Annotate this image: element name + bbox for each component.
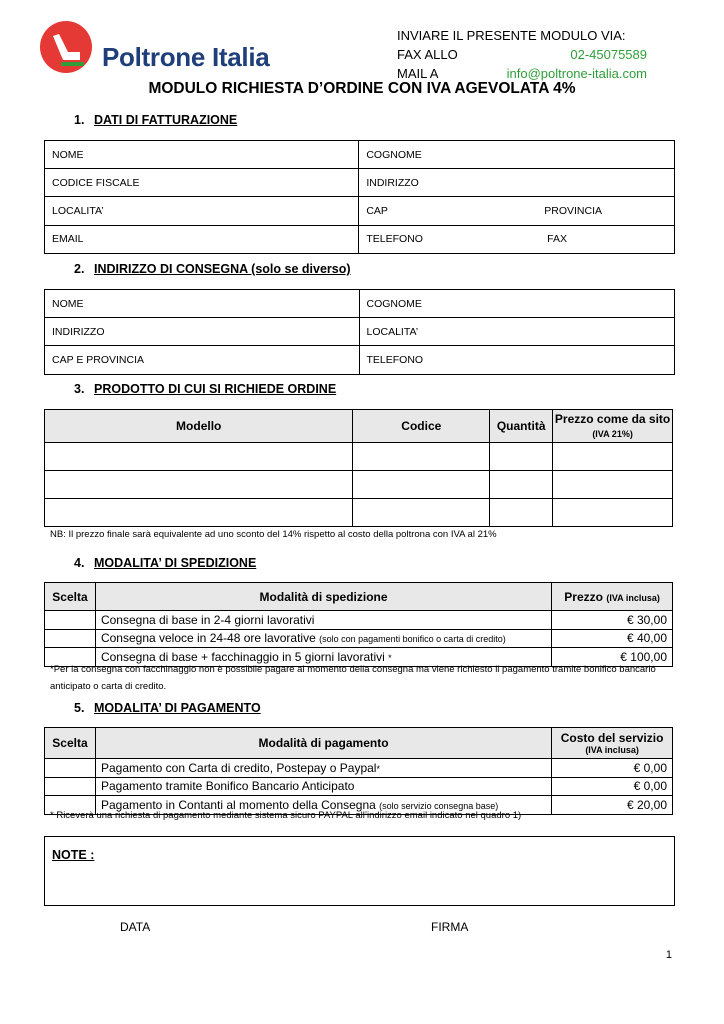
modello-cell[interactable] — [45, 499, 353, 527]
section4-label: MODALITA’ DI SPEDIZIONE — [94, 556, 257, 570]
section1-number: 1. — [74, 113, 85, 127]
col-modello: Modello — [45, 410, 353, 443]
notes-box[interactable] — [44, 836, 675, 906]
field-label: EMAIL — [52, 233, 84, 246]
codice-cell[interactable] — [353, 471, 490, 499]
codice-cell[interactable] — [353, 499, 490, 527]
section5-label: MODALITA’ DI PAGAMENTO — [94, 701, 261, 715]
choice-cell[interactable] — [45, 777, 96, 796]
shipping-note: *Per la consegna con facchinaggio non è possibile pagare al momento della consegna ma viene richiesto il pagamento tramite bonifico bancario anticipato o carta di credito. — [50, 664, 656, 692]
choice-cell[interactable] — [45, 629, 96, 648]
option-note: * — [376, 763, 380, 774]
delivery-cap-provincia-field[interactable] — [45, 346, 360, 374]
quantita-cell[interactable] — [490, 499, 553, 527]
modello-cell[interactable] — [45, 471, 353, 499]
option-note: * — [388, 652, 392, 663]
choice-cell[interactable] — [45, 759, 96, 778]
field-label: INDIRIZZO — [52, 325, 105, 338]
field-label: COGNOME — [366, 148, 422, 161]
option-note: (solo con pagamenti bonifico o carta di credito) — [319, 634, 506, 645]
billing-localita-field[interactable] — [45, 197, 359, 225]
payment-option-row — [45, 759, 673, 778]
field-label: TELEFONO — [366, 233, 423, 246]
shipping-option-row — [45, 611, 673, 630]
col-codice: Codice — [353, 410, 490, 443]
col-modalita: Modalità di pagamento — [95, 728, 551, 759]
delivery-indirizzo-field[interactable] — [45, 318, 360, 346]
payment-option-row — [45, 777, 673, 796]
field-label: CAP — [366, 204, 388, 217]
option-price: € 0,00 — [552, 777, 673, 796]
col-costo — [552, 728, 673, 759]
section3-number: 3. — [74, 382, 85, 396]
delivery-telefono-field[interactable] — [359, 346, 675, 374]
section1-label: DATI DI FATTURAZIONE — [94, 113, 238, 127]
contact-heading: INVIARE IL PRESENTE MODULO VIA: — [397, 28, 626, 43]
delivery-cognome-field[interactable] — [359, 290, 675, 318]
option-price: € 0,00 — [552, 759, 673, 778]
billing-table — [44, 140, 675, 254]
section1-title — [74, 113, 237, 127]
shipping-table — [44, 582, 673, 667]
field-label: LOCALITA’ — [52, 204, 104, 217]
table-row — [45, 443, 673, 471]
col-quantita: Quantità — [490, 410, 553, 443]
section2-title — [74, 262, 351, 276]
shipping-option — [95, 629, 551, 648]
armchair-logo-icon — [40, 20, 96, 76]
col-modalita: Modalità di spedizione — [95, 583, 551, 611]
section3-title — [74, 382, 336, 396]
mail-value[interactable]: info@poltrone-italia.com — [506, 66, 647, 81]
shipping-option-row — [45, 629, 673, 648]
page-number: 1 — [665, 949, 672, 961]
section4-number: 4. — [74, 556, 85, 570]
contact-block — [397, 26, 647, 83]
field-label: NOME — [52, 148, 84, 161]
fax-row — [397, 45, 647, 64]
billing-indirizzo-field[interactable] — [359, 169, 675, 197]
page-title: MODULO RICHIESTA D’ORDINE CON IVA AGEVOLATA 4% — [148, 80, 576, 97]
col-prezzo-note: (IVA inclusa) — [606, 592, 660, 603]
payment-option — [95, 759, 551, 778]
billing-telefono-fax-field[interactable] — [359, 225, 675, 253]
col-prezzo — [552, 583, 673, 611]
option-note: (solo servizio consegna base) — [379, 800, 499, 811]
option-price: € 30,00 — [552, 611, 673, 630]
field-label: FAX — [547, 233, 567, 246]
option-label: Consegna di base + facchinaggio in 5 giorni lavorativi — [100, 649, 385, 664]
codice-cell[interactable] — [353, 443, 490, 471]
table-row — [45, 471, 673, 499]
fax-value: 02-45075589 — [570, 47, 647, 62]
product-note: NB: Il prezzo finale sarà equivalente ad uno sconto del 14% rispetto al costo della poltrona con IVA al 21% — [50, 529, 497, 540]
modello-cell[interactable] — [45, 443, 353, 471]
option-price: € 40,00 — [552, 629, 673, 648]
option-label: Consegna veloce in 24-48 ore lavorative — [100, 631, 316, 646]
mail-label: MAIL A — [397, 66, 439, 81]
section3-label: PRODOTTO DI CUI SI RICHIEDE ORDINE — [94, 382, 337, 396]
brand-name: Poltrone Italia — [102, 42, 270, 72]
prezzo-cell[interactable] — [553, 443, 673, 471]
delivery-localita-field[interactable] — [359, 318, 675, 346]
field-label: PROVINCIA — [544, 204, 602, 217]
delivery-address-table — [44, 289, 675, 375]
option-label: Pagamento tramite Bonifico Bancario Anticipato — [100, 779, 355, 794]
option-label: Pagamento in Contanti al momento della Consegna — [100, 797, 376, 812]
prezzo-cell[interactable] — [553, 499, 673, 527]
payment-note: * Riceverà una richiesta di pagamento mediante sistema sicuro PAYPAL all’indirizzo email indicato nel quadro 1) — [50, 810, 522, 821]
quantita-cell[interactable] — [490, 443, 553, 471]
delivery-nome-field[interactable] — [45, 290, 360, 318]
table-row — [45, 499, 673, 527]
notes-label: NOTE : — [52, 848, 95, 862]
col-prezzo-label: Prezzo come da sito — [554, 412, 671, 426]
fax-label: FAX ALLO — [397, 47, 458, 62]
billing-codice-fiscale-field[interactable] — [45, 169, 359, 197]
col-prezzo-note: (IVA 21%) — [592, 429, 633, 439]
brand-logo — [40, 20, 280, 76]
billing-email-field[interactable] — [45, 225, 359, 253]
field-label: COGNOME — [366, 297, 422, 310]
date-label: DATA — [120, 920, 151, 934]
section5-title — [74, 701, 261, 715]
section4-title — [74, 556, 256, 570]
option-price: € 20,00 — [552, 796, 673, 815]
quantita-cell[interactable] — [490, 471, 553, 499]
option-price: € 100,00 — [552, 648, 673, 667]
billing-cognome-field[interactable] — [359, 141, 675, 169]
col-prezzo-label: Prezzo — [564, 589, 603, 604]
signature-label: FIRMA — [431, 920, 469, 934]
col-costo-note: (IVA inclusa) — [585, 745, 639, 755]
product-table — [44, 409, 673, 527]
field-label: LOCALITA’ — [366, 325, 419, 338]
field-label: NOME — [52, 297, 84, 310]
field-label: TELEFONO — [366, 353, 424, 366]
section5-number: 5. — [74, 701, 85, 715]
field-label: INDIRIZZO — [366, 176, 419, 189]
prezzo-cell[interactable] — [553, 471, 673, 499]
choice-cell[interactable] — [45, 611, 96, 630]
col-costo-label: Costo del servizio — [560, 731, 664, 745]
payment-option — [95, 777, 551, 796]
col-scelta: Scelta — [45, 728, 96, 759]
option-label: Pagamento con Carta di credito, Postepay o Paypal — [100, 760, 377, 775]
col-scelta: Scelta — [45, 583, 96, 611]
billing-cap-provincia-field[interactable] — [359, 197, 675, 225]
field-label: CODICE FISCALE — [52, 176, 140, 189]
shipping-option — [95, 611, 551, 630]
col-prezzo — [553, 410, 673, 443]
section2-number: 2. — [74, 262, 85, 276]
billing-nome-field[interactable] — [45, 141, 359, 169]
option-label: Consegna di base in 2-4 giorni lavorativi — [100, 612, 315, 627]
field-label: CAP E PROVINCIA — [52, 353, 144, 366]
payment-table — [44, 727, 673, 815]
section2-label: INDIRIZZO DI CONSEGNA (solo se diverso) — [94, 262, 351, 276]
